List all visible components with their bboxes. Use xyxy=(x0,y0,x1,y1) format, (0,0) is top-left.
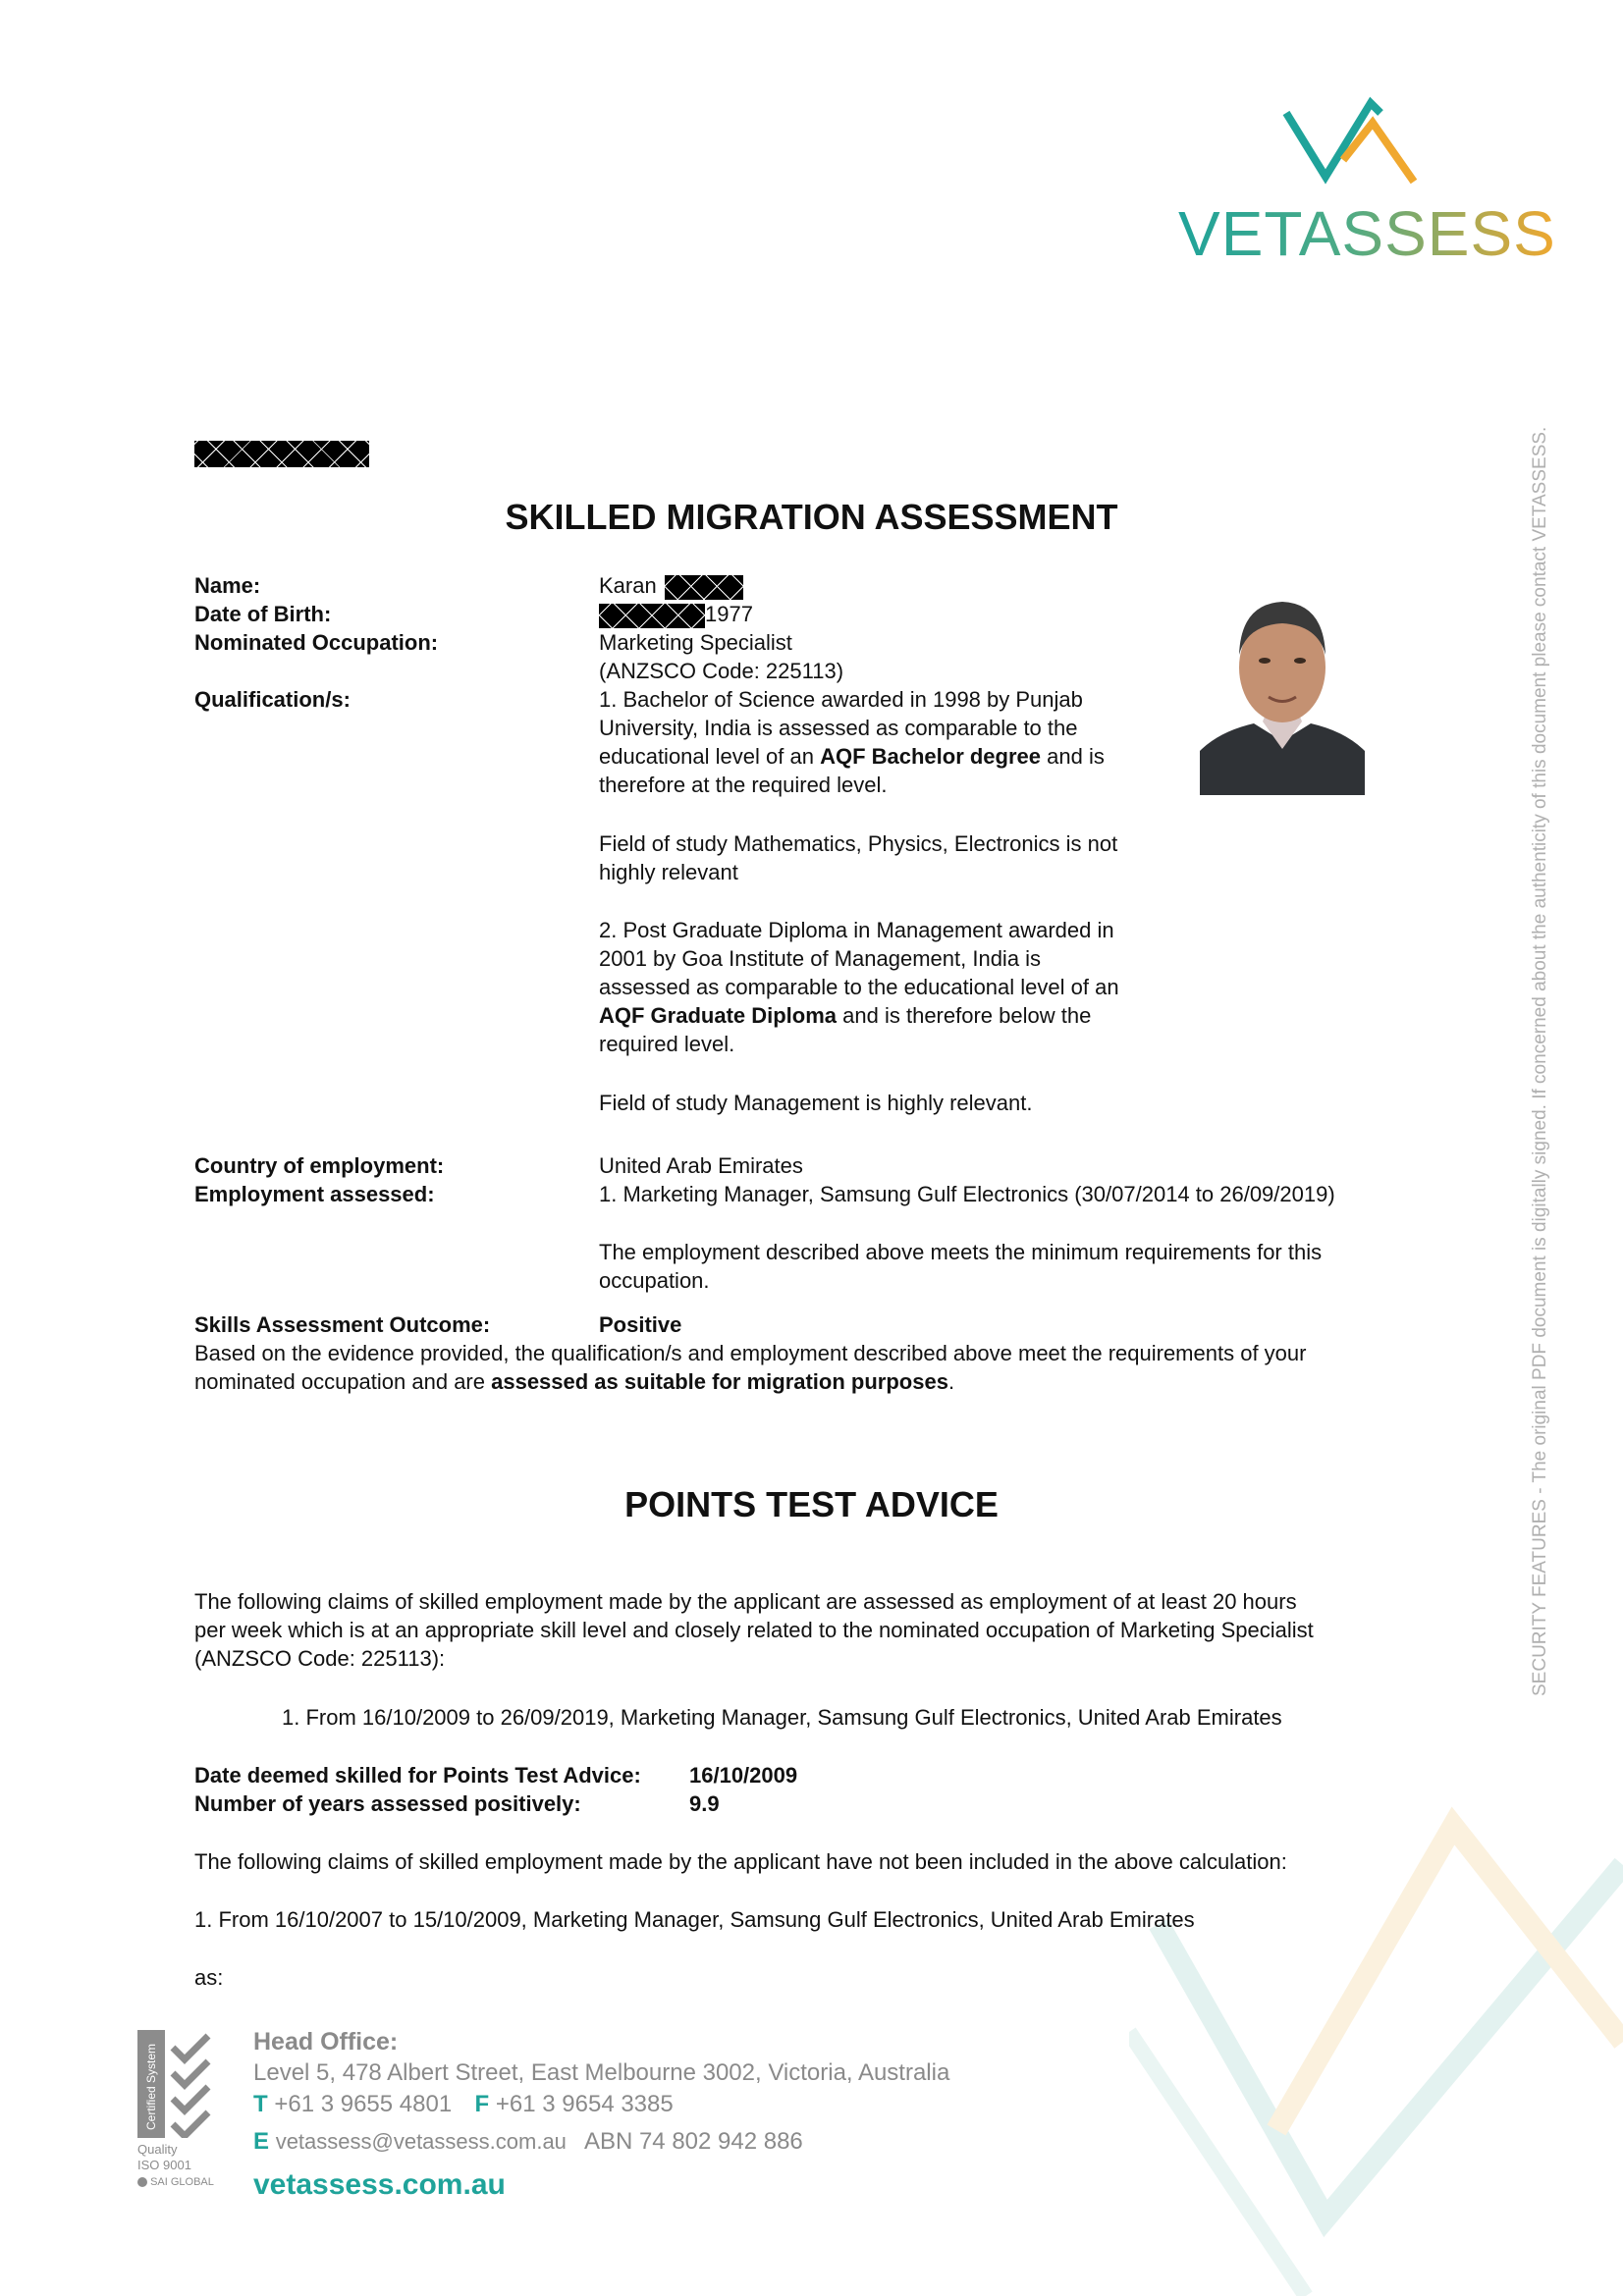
cert-org-text: SAI GLOBAL xyxy=(137,2175,214,2189)
head-office-address: Level 5, 478 Albert Street, East Melbourne 3002, Victoria, Australia xyxy=(253,2059,950,2086)
name-value: Karan xyxy=(599,571,743,600)
qualifications-label: Qualification/s: xyxy=(194,687,351,712)
country-of-employment-value: United Arab Emirates xyxy=(599,1153,803,1178)
website-link[interactable]: vetassess.com.au xyxy=(253,2168,506,2201)
skills-assessment-outcome-value: Positive xyxy=(599,1312,682,1337)
redacted-dob xyxy=(599,604,705,628)
watermark-chevrons xyxy=(1129,1806,1623,2296)
employment-assessed-value: 1. Marketing Manager, Samsung Gulf Electronics (30/07/2014 to 26/09/2019) xyxy=(599,1182,1335,1206)
email-address: vetassess@vetassess.com.au xyxy=(275,2129,567,2154)
name-label: Name: xyxy=(194,573,261,598)
qualification-2: 2. Post Graduate Diploma in Management awarded in 2001 by Goa Institute of Management, India is assessed as comparable to the educational level of an AQF Graduate Diploma and is therefore below the required level. xyxy=(599,918,1119,1056)
country-of-employment-label: Country of employment: xyxy=(194,1153,445,1178)
applicant-photo xyxy=(1200,574,1365,795)
excluded-claim-item: 1. From 16/10/2007 to 15/10/2009, Marketing Manager, Samsung Gulf Electronics, United Arab Emirates xyxy=(194,1907,1195,1932)
logo-chevron-icon xyxy=(1178,93,1532,201)
logo-wordmark: VETASSESS xyxy=(1178,198,1556,269)
excluded-claims-intro: The following claims of skilled employment made by the applicant have not been included in the above calculation: xyxy=(194,1849,1287,1874)
abn-number: ABN 74 802 942 886 xyxy=(583,2128,803,2155)
date-deemed-skilled-label: Date deemed skilled for Points Test Advice: xyxy=(194,1763,641,1788)
sai-global-icon xyxy=(137,2177,147,2187)
dob-label: Date of Birth: xyxy=(194,602,332,626)
skills-assessment-outcome-label: Skills Assessment Outcome: xyxy=(194,1312,491,1337)
redacted-reference xyxy=(194,441,369,467)
skilled-migration-assessment-title: SKILLED MIGRATION ASSESSMENT xyxy=(505,497,1118,537)
dob-value: 1977 xyxy=(599,600,753,628)
redacted-surname xyxy=(665,575,743,600)
employment-assessed-label: Employment assessed: xyxy=(194,1182,435,1206)
fax-prefix: F xyxy=(474,2091,490,2117)
as-text: as: xyxy=(194,1965,224,1990)
years-assessed-label: Number of years assessed positively: xyxy=(194,1791,581,1816)
cert-iso-text: ISO 9001 xyxy=(137,2158,191,2172)
points-test-advice-title: POINTS TEST ADVICE xyxy=(624,1484,999,1524)
points-test-intro: The following claims of skilled employment made by the applicant are assessed as employment of at least 20 hours per week which is at an appropriate skill level and closely related to the nominated occupation of Marketing Specialist (ANZSCO Code: 225113): xyxy=(194,1589,1314,1671)
head-office-label: Head Office: xyxy=(253,2028,399,2056)
vetassess-logo xyxy=(1178,93,1556,280)
fax-number: +61 3 9654 3385 xyxy=(495,2091,674,2117)
employment-note: The employment described above meets the minimum requirements for this occupation. xyxy=(599,1240,1323,1293)
phone-number: +61 3 9655 4801 xyxy=(274,2091,453,2117)
years-assessed-value: 9.9 xyxy=(689,1791,720,1816)
nominated-occupation-value: Marketing Specialist xyxy=(599,630,792,655)
date-deemed-skilled-value: 16/10/2009 xyxy=(689,1763,798,1788)
phone-prefix: T xyxy=(253,2091,268,2117)
anzsco-code-value: (ANZSCO Code: 225113) xyxy=(599,659,844,683)
qualification-1-field: Field of study Mathematics, Physics, Electronics is not highly relevant xyxy=(599,831,1118,884)
email-prefix: E xyxy=(253,2128,270,2155)
nominated-occupation-label: Nominated Occupation: xyxy=(194,630,439,655)
outcome-statement: Based on the evidence provided, the qualification/s and employment described above meet the requirements of your nominated occupation and are assessed as suitable for migration purposes. xyxy=(194,1341,1307,1394)
contact-phone-fax xyxy=(253,2089,674,2120)
iso-certification-badge xyxy=(137,2030,216,2199)
points-test-item: 1. From 16/10/2009 to 26/09/2019, Marketing Manager, Samsung Gulf Electronics, United Arab Emirates xyxy=(282,1705,1282,1730)
cert-system-text: Certified System xyxy=(144,2043,158,2130)
qualification-2-field: Field of study Management is highly relevant. xyxy=(599,1091,1033,1115)
security-features-note: SECURITY FEATURES - The original PDF document is digitally signed. If concerned about the authenticity of this document please contact VETASSESS. xyxy=(1530,426,1550,1696)
contact-email-abn xyxy=(253,2126,803,2158)
cert-quality-text: Quality xyxy=(137,2142,178,2157)
qualification-1: 1. Bachelor of Science awarded in 1998 by Punjab University, India is assessed as comparable to the educational level of an AQF Bachelor degree and is therefore at the required level. xyxy=(599,687,1105,797)
